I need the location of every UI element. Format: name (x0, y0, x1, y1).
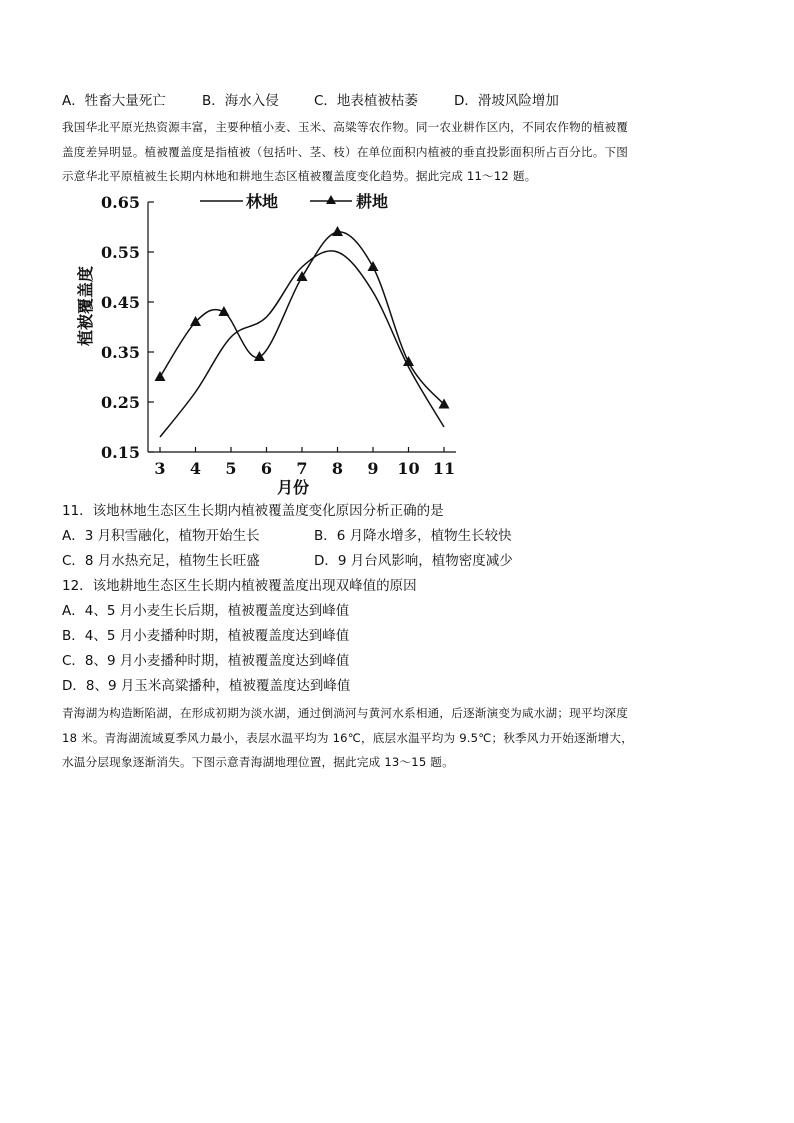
q11-option-c: C．8 月水热充足，植物生长旺盛 (62, 553, 260, 569)
passage1-line-3: 示意华北平原植被生长期内林地和耕地生态区植被覆盖度变化趋势。据此完成 11～12 题。 (62, 169, 537, 183)
y-tick-label-5: 0.15 (101, 443, 140, 462)
farmland-marker-6 (368, 261, 379, 271)
q10-option-a: A．牲畜大量死亡 (62, 93, 166, 109)
q11-option-d: D．9 月台风影响，植物密度减少 (314, 553, 513, 569)
x-tick-label-7: 10 (397, 459, 420, 478)
farmland-marker-0 (155, 371, 166, 381)
q12-option-b: B．4、5 月小麦播种时期，植被覆盖度达到峰值 (62, 628, 350, 644)
q11-stem: 11．该地林地生态区生长期内植被覆盖度变化原因分析正确的是 (62, 503, 444, 519)
x-tick-label-3: 6 (260, 459, 273, 478)
farmland-marker-7 (403, 356, 414, 366)
x-tick-label-6: 9 (367, 459, 379, 478)
passage2-line-3: 水温分层现象逐渐消失。下图示意青海湖地理位置，据此完成 13～15 题。 (62, 755, 454, 769)
legend (200, 192, 388, 211)
y-tick-label-2: 0.45 (101, 293, 140, 312)
q10-options (62, 92, 559, 110)
q10-option-d: D．滑坡风险增加 (454, 93, 559, 109)
y-axis-label: 植被覆盖度 (76, 265, 95, 347)
farmland-marker-4 (297, 271, 308, 281)
x-tick-label-4: 7 (296, 459, 308, 478)
passage2-line-1: 青海湖为构造断陷湖，在形成初期为淡水湖，通过倒淌河与黄河水系相通，后逐渐演变为咸水湖；现平均深度 (62, 706, 629, 720)
q12-option-a: A．4、5 月小麦生长后期，植被覆盖度达到峰值 (62, 603, 350, 619)
q11-options-row2 (62, 552, 513, 570)
vegetation-coverage-chart (60, 188, 470, 498)
x-tick-label-5: 8 (331, 459, 344, 478)
x-axis-label: 月份 (276, 478, 310, 497)
y-tick-label-1: 0.55 (101, 243, 140, 262)
x-tick-label-8: 11 (432, 459, 456, 478)
x-tick-label-1: 4 (189, 459, 202, 478)
legend-label-farmland: 耕地 (356, 192, 389, 211)
q11-options-row1 (62, 527, 512, 545)
x-tick-label-2: 5 (225, 459, 237, 478)
q12-option-d: D．8、9 月玉米高粱播种，植被覆盖度达到峰值 (62, 678, 351, 694)
y-tick-label-3: 0.35 (101, 343, 140, 362)
q11-option-b: B．6 月降水增多，植物生长较快 (314, 528, 512, 544)
passage2-line-2: 18 米。青海湖流域夏季风力最小，表层水温平均为 16℃，底层水温平均为 9.5℃；秋季风力开始逐渐增大， (62, 731, 633, 745)
legend-label-forest: 林地 (246, 192, 279, 211)
q12-option-c: C．8、9 月小麦播种时期，植被覆盖度达到峰值 (62, 653, 350, 669)
q12-stem: 12．该地耕地生态区生长期内植被覆盖度出现双峰值的原因 (62, 578, 417, 594)
y-tick-label-4: 0.25 (101, 393, 140, 412)
x-tick-label-0: 3 (154, 459, 166, 478)
q10-option-c: C．地表植被枯萎 (314, 93, 418, 109)
q10-option-b: B．海水入侵 (202, 93, 279, 109)
farmland-marker-3 (254, 351, 265, 361)
y-tick-label-0: 0.65 (101, 193, 140, 212)
passage1-line-1: 我国华北平原光热资源丰富，主要种植小麦、玉米、高粱等农作物。同一农业耕作区内，不同农作物的植被覆 (62, 120, 629, 134)
legend-marker-farmland (326, 195, 336, 204)
farmland-marker-5 (332, 226, 343, 236)
passage1-line-2: 盖度差异明显。植被覆盖度是指植被（包括叶、茎、枝）在单位面积内植被的垂直投影面积所占百分比。下图 (62, 145, 629, 159)
q11-option-a: A．3 月积雪融化，植物开始生长 (62, 528, 260, 544)
series-line-1 (160, 232, 444, 405)
